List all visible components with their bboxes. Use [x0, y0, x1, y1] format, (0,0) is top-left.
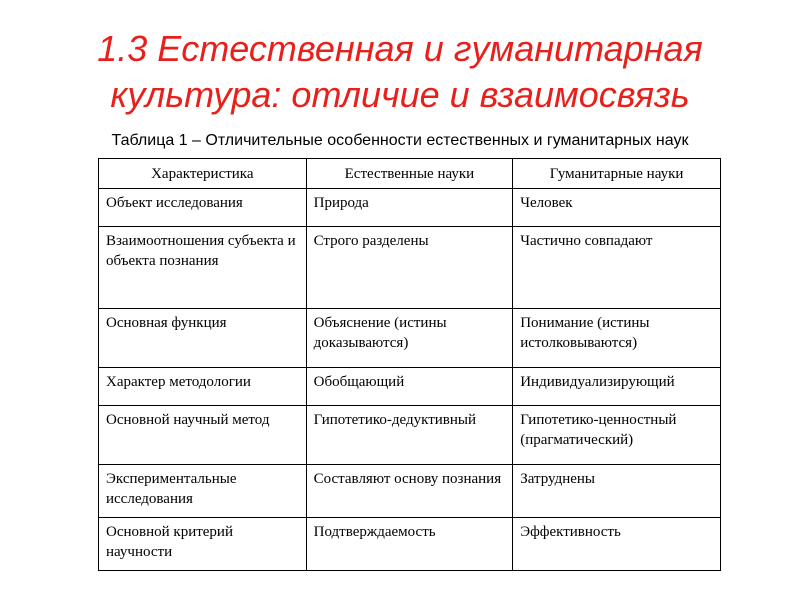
table-caption: Таблица 1 – Отличительные особенности естественных и гуманитарных наук — [111, 132, 689, 149]
row-characteristic: Взаимоотношения субъекта и объекта познания — [99, 227, 307, 309]
row-natural-value: Подтверждаемость — [306, 518, 513, 571]
table-row — [99, 368, 721, 406]
row-characteristic: Основной критерий научности — [99, 518, 307, 571]
row-natural-value: Объяснение (истины доказываются) — [306, 309, 513, 368]
row-characteristic: Характер методологии — [99, 368, 307, 406]
row-humanities-value: Человек — [513, 189, 721, 227]
row-natural-value: Обобщающий — [306, 368, 513, 406]
table-row — [99, 518, 721, 571]
row-humanities-value: Гипотетико-ценностный (прагматический) — [513, 406, 721, 465]
slide-title-line-2: культура: отличие и взаимосвязь — [110, 74, 690, 115]
slide-title — [0, 26, 800, 118]
table-row — [99, 406, 721, 465]
table-header-row — [99, 159, 721, 189]
row-humanities-value: Понимание (истины истолковываются) — [513, 309, 721, 368]
row-humanities-value: Эффективность — [513, 518, 721, 571]
header-humanities: Гуманитарные науки — [513, 159, 721, 189]
row-characteristic: Основная функция — [99, 309, 307, 368]
header-natural-sciences: Естественные науки — [306, 159, 513, 189]
table-row — [99, 465, 721, 518]
row-natural-value: Гипотетико-дедуктивный — [306, 406, 513, 465]
row-characteristic: Объект исследования — [99, 189, 307, 227]
slide-title-line-1: 1.3 Естественная и гуманитарная — [97, 28, 703, 69]
row-characteristic: Основной научный метод — [99, 406, 307, 465]
row-humanities-value: Индивидуализирующий — [513, 368, 721, 406]
row-natural-value: Природа — [306, 189, 513, 227]
table-row — [99, 227, 721, 309]
header-characteristic: Характеристика — [99, 159, 307, 189]
row-humanities-value: Частично совпадают — [513, 227, 721, 309]
table-row — [99, 309, 721, 368]
row-natural-value: Строго разделены — [306, 227, 513, 309]
row-characteristic: Экспериментальные исследования — [99, 465, 307, 518]
row-humanities-value: Затруднены — [513, 465, 721, 518]
row-natural-value: Составляют основу познания — [306, 465, 513, 518]
table-row — [99, 189, 721, 227]
comparison-table — [98, 158, 721, 571]
